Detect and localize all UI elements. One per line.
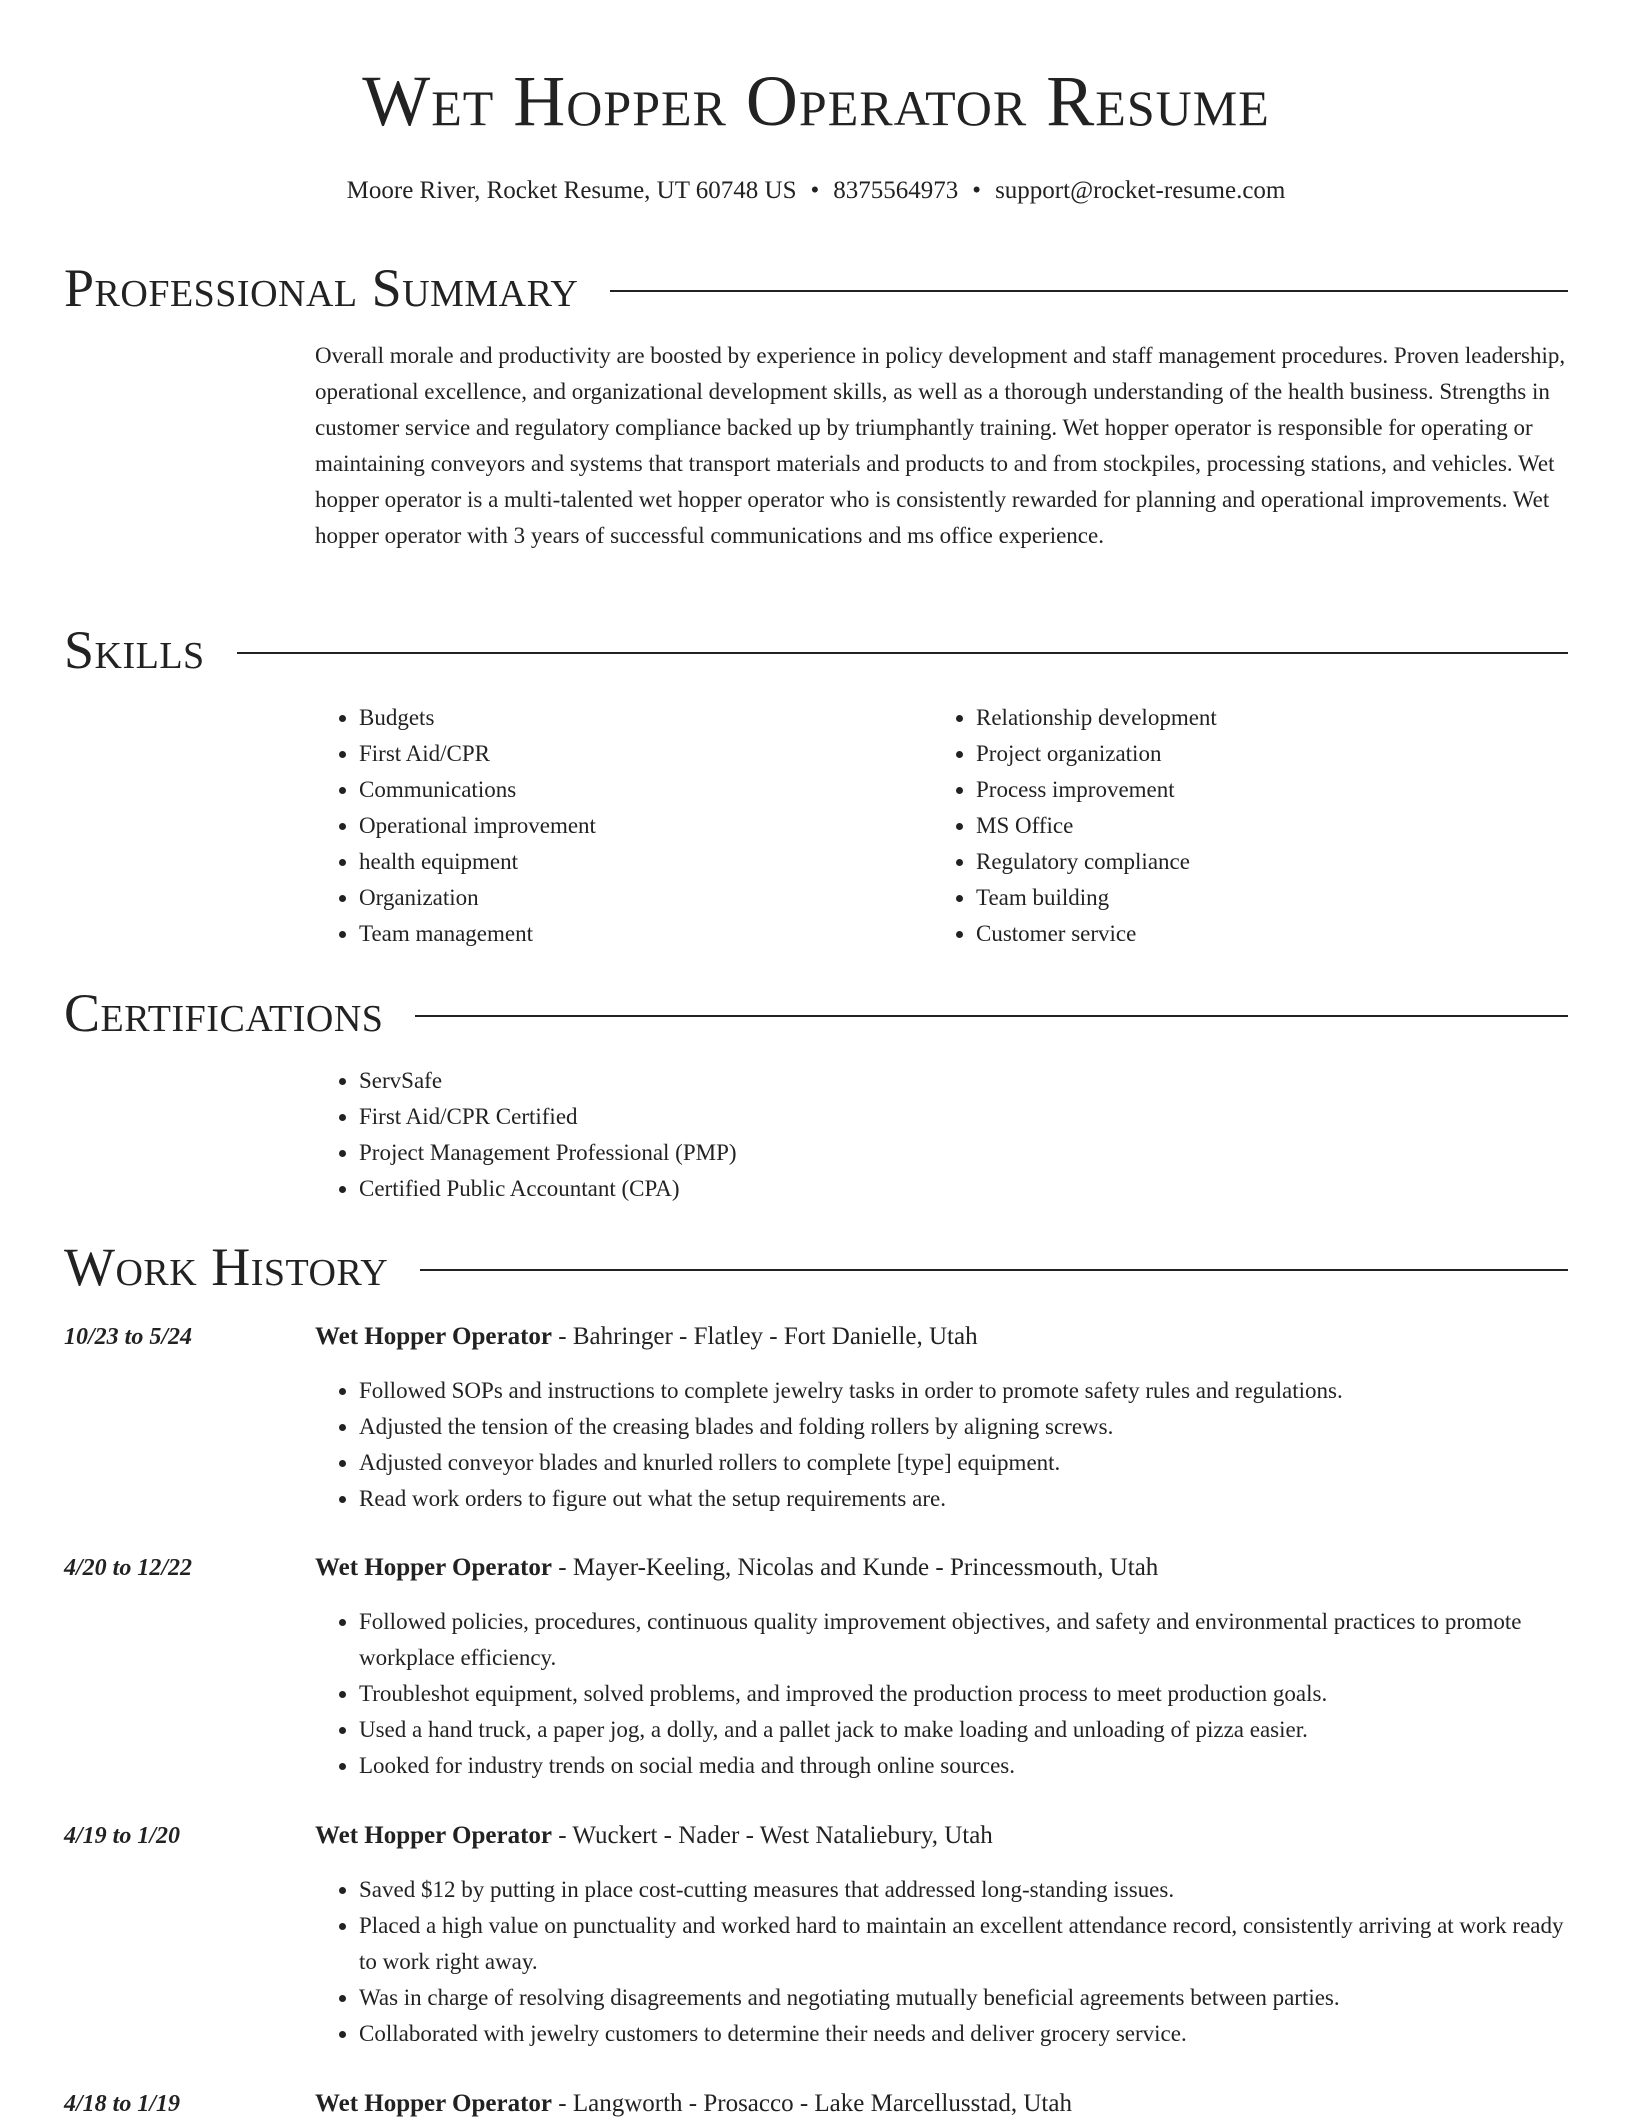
- job-heading: [315, 1319, 1566, 1355]
- job-bullet: • Saved $12 by putting in place cost-cutting measures that addressed long-standing issues.: [359, 1872, 1566, 1908]
- skill-item: • Budgets: [359, 700, 875, 736]
- job-bullet: • Used a hand truck, a paper jog, a dolly, and a pallet jack to make loading and unloading of pizza easier.: [359, 1712, 1566, 1748]
- skill-item: • Regulatory compliance: [976, 844, 1532, 880]
- skill-item: • Team management: [359, 916, 875, 952]
- certification-item: • Certified Public Accountant (CPA): [359, 1171, 1215, 1207]
- job-title: Wet Hopper Operator: [315, 2090, 552, 2117]
- contact-separator: •: [972, 177, 982, 204]
- summary-text: Overall morale and productivity are boosted by experience in policy development and staff management procedures. Proven leadership, operational excellence, and organizational development skills, as well as a thorough understanding of the health business. Strengths in customer service and regulatory compliance backed up by triumphantly training. Wet hopper operator is responsible for operating or maintaining conveyors and systems that transport materials and products to and from stockpiles, processing stations, and vehicles. Wet hopper operator is a multi-talented wet hopper operator who is consistently rewarded for planning and operational improvements. Wet hopper operator with 3 years of successful communications and ms office experience.: [315, 343, 1566, 548]
- contact-line: [0, 176, 1632, 206]
- skill-item: • Team building: [976, 880, 1532, 916]
- section-title-skills: Skills: [64, 620, 205, 680]
- skills-column-left: [315, 700, 875, 952]
- skill-item: • Communications: [359, 772, 875, 808]
- certification-item: • ServSafe: [359, 1063, 1215, 1099]
- skill-item: • MS Office: [976, 808, 1532, 844]
- job-bullets: [315, 1872, 1566, 2052]
- job-dates: 4/18 to 1/19: [64, 2091, 181, 2117]
- skill-item: • Operational improvement: [359, 808, 875, 844]
- skills-column-right: [932, 700, 1532, 952]
- skill-item: • health equipment: [359, 844, 875, 880]
- job-dates: 4/19 to 1/20: [64, 1823, 181, 1849]
- job-employer: - Bahringer - Flatley - Fort Danielle, Utah: [552, 1323, 978, 1350]
- job-dates: 10/23 to 5/24: [64, 1324, 193, 1350]
- section-heading-certifications: [64, 983, 1568, 1043]
- section-title-work-history: Work History: [64, 1237, 389, 1297]
- certification-item: • Project Management Professional (PMP): [359, 1135, 1215, 1171]
- section-heading-skills: [64, 620, 1568, 680]
- job-bullet: • Followed SOPs and instructions to complete jewelry tasks in order to promote safety rules and regulations.: [359, 1373, 1566, 1409]
- contact-phone: 8375564973: [833, 177, 959, 204]
- job-heading: [315, 1818, 1566, 1854]
- certification-item: • First Aid/CPR Certified: [359, 1099, 1215, 1135]
- job-bullet: • Placed a high value on punctuality and worked hard to maintain an excellent attendance record, consistently arriving at work ready to work right away.: [359, 1908, 1566, 1980]
- job-title: Wet Hopper Operator: [315, 1323, 552, 1350]
- job-employer: - Mayer-Keeling, Nicolas and Kunde - Princessmouth, Utah: [552, 1554, 1159, 1581]
- section-title-summary: Professional Summary: [64, 258, 579, 318]
- certifications-block: [315, 1063, 1215, 1207]
- job-bullet: • Collaborated with jewelry customers to determine their needs and deliver grocery service.: [359, 2016, 1566, 2052]
- job-bullet: • Was in charge of resolving disagreements and negotiating mutually beneficial agreements between parties.: [359, 1980, 1566, 2016]
- job-bullets: [315, 1604, 1566, 1784]
- job-bullet: • Adjusted the tension of the creasing blades and folding rollers by aligning screws.: [359, 1409, 1566, 1445]
- contact-address: Moore River, Rocket Resume, UT 60748 US: [346, 177, 797, 204]
- job-bullets: [315, 1373, 1566, 1517]
- job-title: Wet Hopper Operator: [315, 1822, 552, 1849]
- job-employer: - Wuckert - Nader - West Nataliebury, Utah: [552, 1822, 993, 1849]
- job-employer: - Langworth - Prosacco - Lake Marcellusstad, Utah: [552, 2090, 1072, 2117]
- job-heading: [315, 1550, 1566, 1586]
- skills-list-right: [932, 700, 1532, 952]
- section-divider: [610, 290, 1568, 292]
- job-heading: [315, 2086, 1566, 2122]
- section-heading-summary: [64, 258, 1568, 318]
- job-title: Wet Hopper Operator: [315, 1554, 552, 1581]
- job-bullet: • Looked for industry trends on social media and through online sources.: [359, 1748, 1566, 1784]
- skill-item: • Project organization: [976, 736, 1532, 772]
- resume-title: Wet Hopper Operator Resume: [362, 61, 1270, 141]
- skill-item: • Organization: [359, 880, 875, 916]
- skill-item: • Customer service: [976, 916, 1532, 952]
- section-heading-work-history: [64, 1237, 1568, 1297]
- job-bullet: • Adjusted conveyor blades and knurled rollers to complete [type] equipment.: [359, 1445, 1566, 1481]
- contact-separator: •: [810, 177, 820, 204]
- job-dates: 4/20 to 12/22: [64, 1555, 193, 1581]
- skill-item: • Relationship development: [976, 700, 1532, 736]
- section-divider: [420, 1269, 1568, 1271]
- section-divider: [415, 1015, 1568, 1017]
- section-title-certifications: Certifications: [64, 983, 384, 1043]
- skill-item: • Process improvement: [976, 772, 1532, 808]
- job-bullet: • Followed policies, procedures, continuous quality improvement objectives, and safety and environmental practices to promote workplace efficiency.: [359, 1604, 1566, 1676]
- job-bullet: • Read work orders to figure out what the setup requirements are.: [359, 1481, 1566, 1517]
- certifications-list: [315, 1063, 1215, 1207]
- skills-list-left: [315, 700, 875, 952]
- skill-item: • First Aid/CPR: [359, 736, 875, 772]
- contact-email: support@rocket-resume.com: [995, 177, 1286, 204]
- job-bullet: • Troubleshot equipment, solved problems, and improved the production process to meet production goals.: [359, 1676, 1566, 1712]
- section-divider: [237, 652, 1568, 654]
